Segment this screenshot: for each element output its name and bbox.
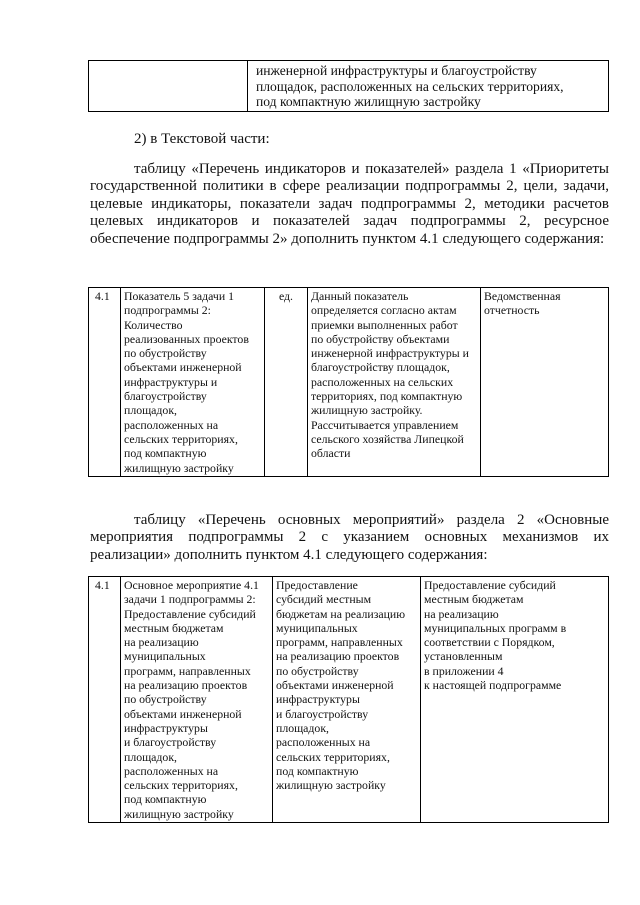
indicators-table bbox=[88, 287, 609, 477]
table-row bbox=[89, 577, 609, 823]
table-cell-text: инженерной инфраструктуры и благоустройству площадок, расположенных на сельских территориях, под компактную жилищную застройку bbox=[248, 61, 609, 112]
definition-cell: Данный показатель определяется согласно актам приемки выполненных работ по обустройству объектами инженерной инфраструктуры и благоустройству площадок, расположенных на сельских территориях, под компактную жилищную застройку. Рассчитывается управлением сельского хозяйства Липецкой области bbox=[308, 288, 481, 477]
table-cell-empty bbox=[89, 61, 248, 112]
table-row bbox=[89, 288, 609, 477]
row-number-cell: 4.1 bbox=[89, 288, 121, 477]
measure-content-cell: Предоставление субсидий местным бюджетам на реализацию муниципальных программ, направленных на реализацию проектов по обустройству объектами инженерной инфраструктуры и благоустройству площадок, расположенных на сельских территориях, под компактную жилищную застройку bbox=[273, 577, 421, 823]
source-cell: Ведомственная отчетность bbox=[481, 288, 609, 477]
row-number-cell: 4.1 bbox=[89, 577, 121, 823]
paragraph-measures-table: таблицу «Перечень основных мероприятий» раздела 2 «Основные мероприятия подпрограммы 2 с указанием основных механизмов их реализации» дополнить пунктом 4.1 следующего содержания: bbox=[90, 512, 609, 563]
measure-name-cell: Основное мероприятие 4.1 задачи 1 подпрограммы 2: Предоставление субсидий местным бюджетам на реализацию муниципальных программ, направленных на реализацию проектов по обустройству объектами инженерной инфраструктуры и благоустройству площадок, расположенных на сельских территориях, под компактную жилищную застройку bbox=[121, 577, 273, 823]
table-row bbox=[89, 61, 609, 112]
list-item-text-part: 2) в Текстовой части: bbox=[134, 131, 270, 147]
indicator-name-cell: Показатель 5 задачи 1 подпрограммы 2: Количество реализованных проектов по обустройству объектами инженерной инфраструктуры и благоустройству площадок, расположенных на сельских территориях, под компактную жилищную застройку bbox=[121, 288, 265, 477]
paragraph-indicators-table: таблицу «Перечень индикаторов и показателей» раздела 1 «Приоритеты государственной политики в сфере реализации подпрограммы 2, цели, задачи, целевые индикаторы, показатели задач подпрограммы 2, методики расчетов целевых индикаторов и показателей задач подпрограммы 2, ресурсное обеспечение подпрограммы 2» дополнить пунктом 4.1 следующего содержания: bbox=[90, 161, 609, 247]
measures-table bbox=[88, 576, 609, 823]
mechanism-cell: Предоставление субсидий местным бюджетам на реализацию муниципальных программ в соответствии с Порядком, установленным в приложении 4 к настоящей подпрограмме bbox=[421, 577, 609, 823]
continued-table bbox=[88, 60, 609, 112]
unit-cell: ед. bbox=[265, 288, 308, 477]
